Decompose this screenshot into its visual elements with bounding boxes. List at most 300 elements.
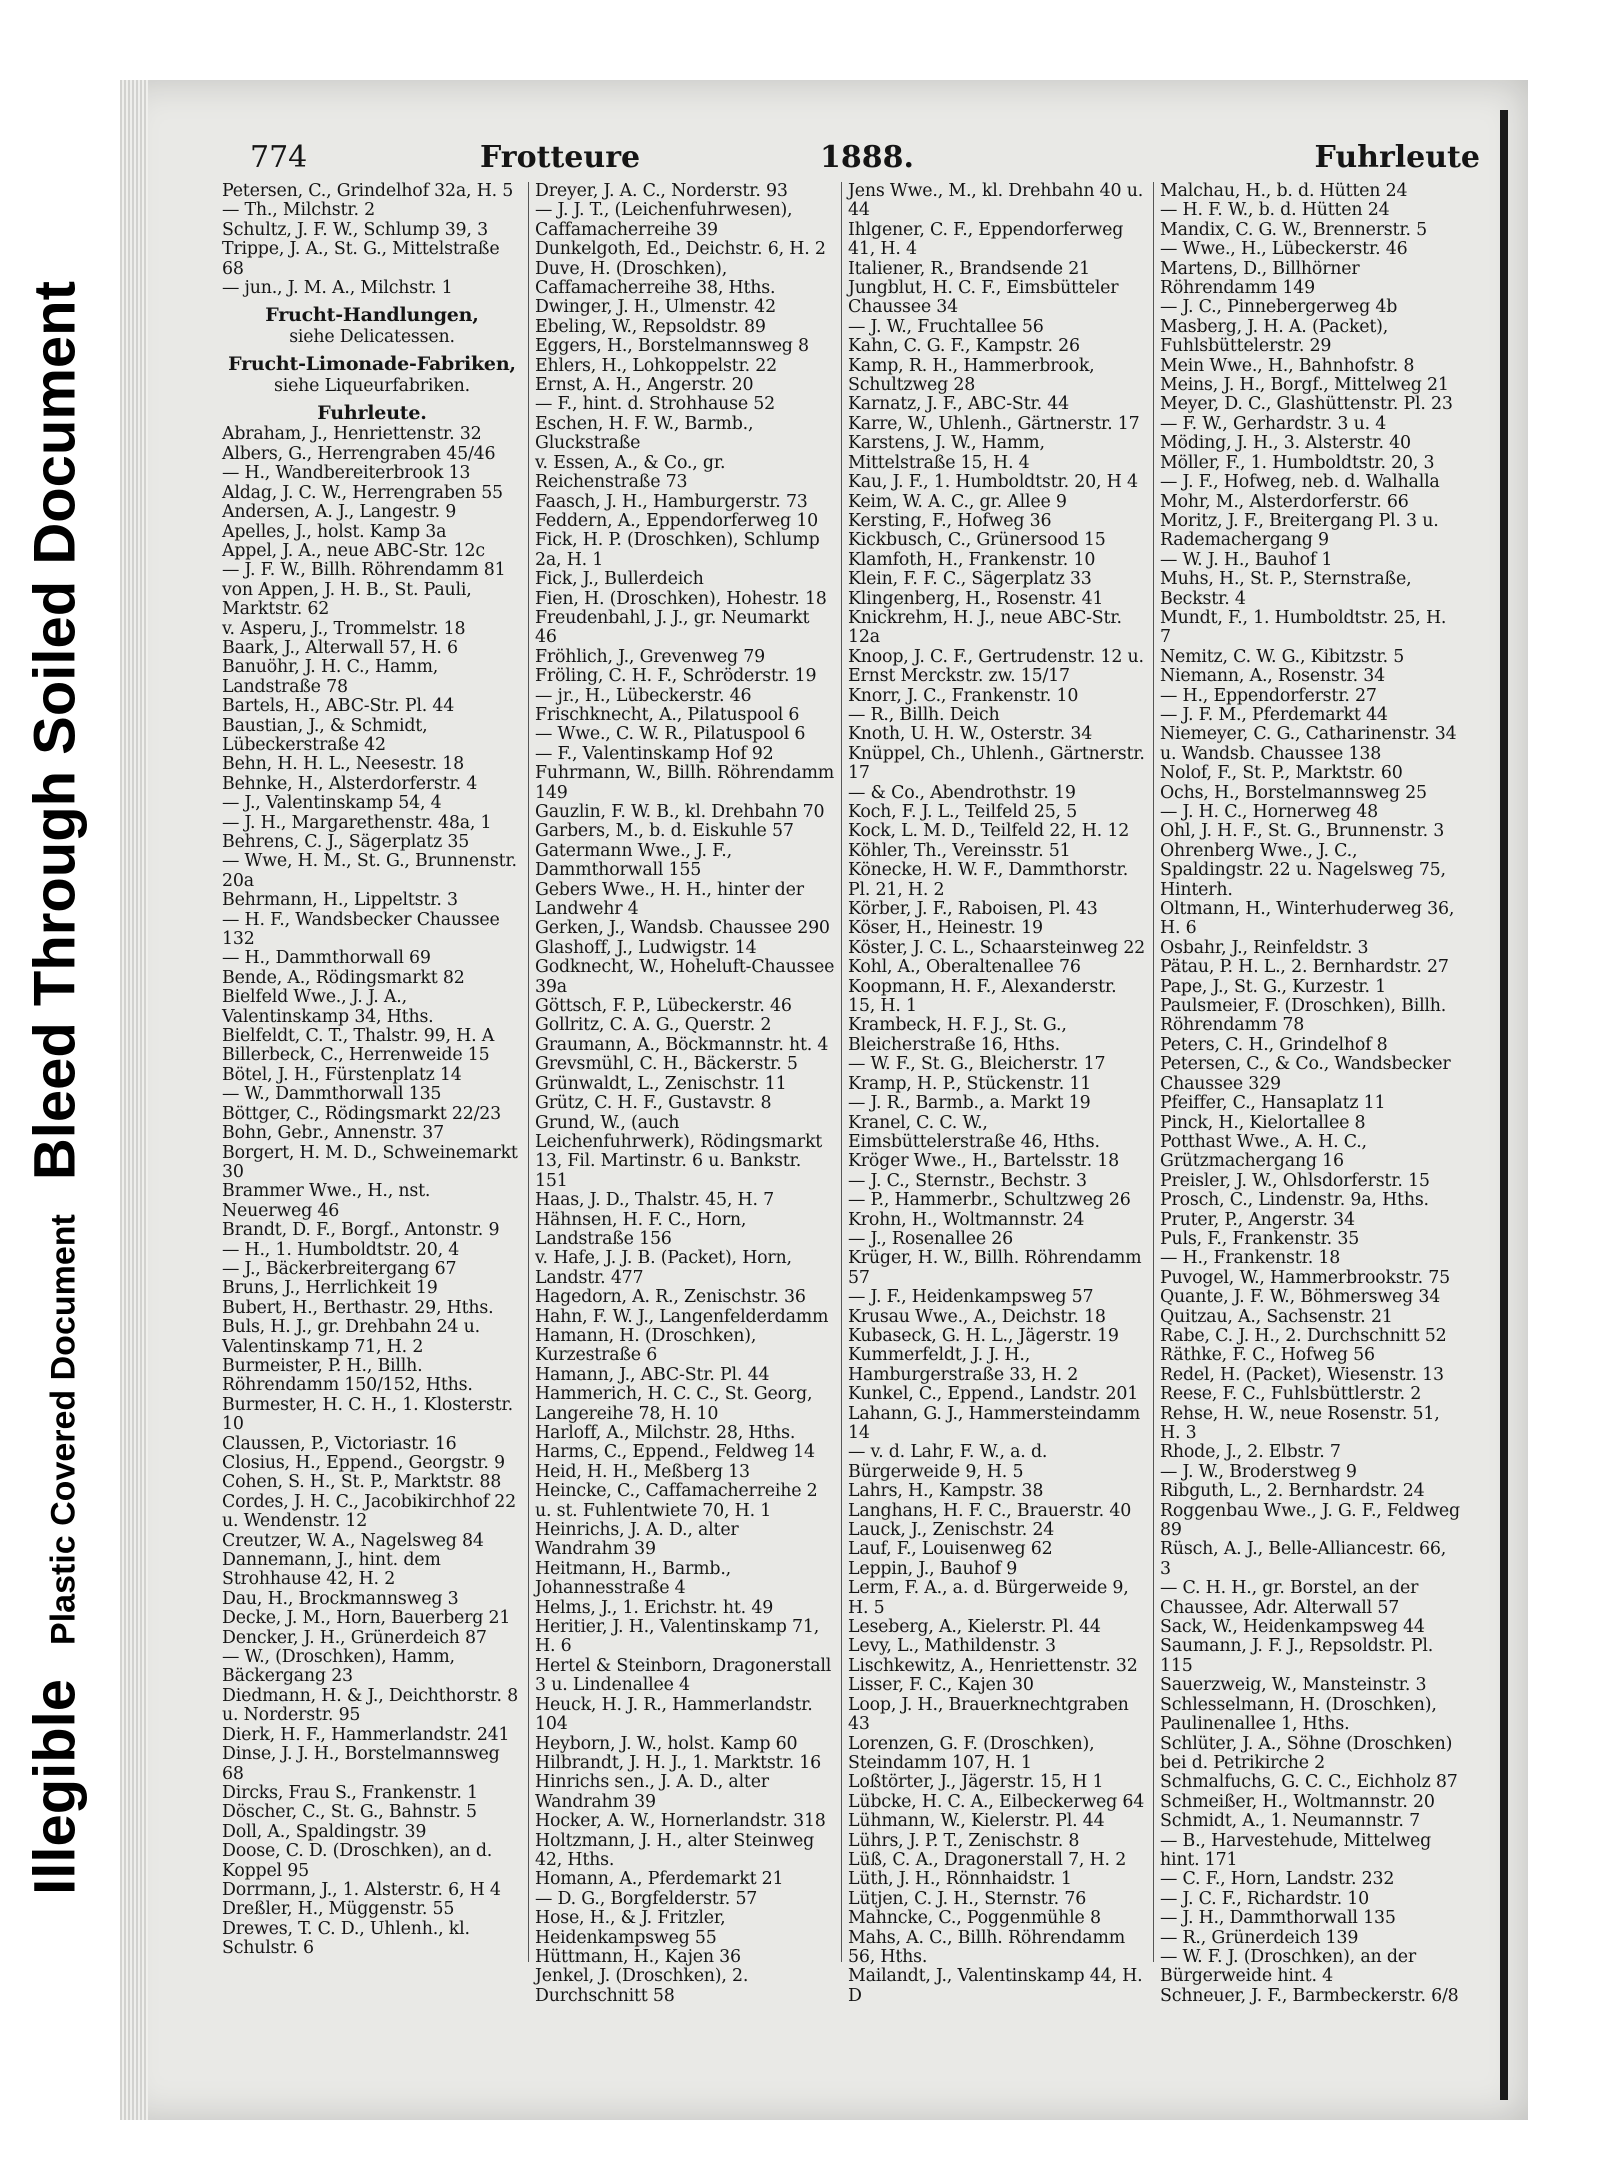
directory-column-3 (848, 181, 1148, 2006)
directory-entry: Behrmann, H., Lippeltstr. 3 (222, 890, 458, 911)
directory-entry: Schmalfuchs, G. C. C., Eichholz 87 (1160, 1772, 1458, 1793)
directory-entry: Banuöhr, J. H. C., Hamm, Landstraße 78 (222, 657, 439, 697)
directory-entry: — H. F., Wandsbecker Chaussee 132 (222, 909, 500, 950)
directory-entry: — F., hint. d. Strohhause 52 (535, 394, 775, 415)
directory-entry: Hammerich, H. C. C., St. Georg, Langereihe 78, H. 10 (535, 1384, 813, 1424)
directory-entry: Gebers Wwe., H. H., hinter der Landwehr 4 (535, 879, 804, 920)
directory-entry: Preisler, J. W., Ohlsdorferstr. 15 (1160, 1170, 1430, 1191)
directory-entry: — Wwe, H. M., St. G., Brunnenstr. 20a (222, 851, 517, 891)
directory-entry: Duve, H. (Droschken), Caffamacherreihe 38, Hths. (535, 258, 776, 299)
directory-entry: Kranel, C. C. W., Eimsbüttelerstraße 46, Hths. (848, 1112, 1100, 1152)
page-number: 774 (250, 140, 308, 175)
directory-entry: Fick, H. P. (Droschken), Schlump 2a, H. 1 (535, 530, 820, 570)
directory-entry: — R., Grünerdeich 139 (1160, 1927, 1359, 1948)
directory-entry: Mein Wwe., H., Bahnhofstr. 8 (1160, 355, 1415, 376)
directory-entry: Kickbusch, C., Grünersood 15 (848, 530, 1106, 551)
directory-entry: Moritz, J. F., Breitergang Pl. 3 u. Rademachergang 9 (1160, 510, 1439, 551)
directory-entry: Decke, J. M., Horn, Bauerberg 21 (222, 1608, 511, 1629)
directory-entry: — J. H., Margarethenstr. 48a, 1 (222, 812, 492, 833)
directory-entry: Prosch, C., Lindenstr. 9a, Hths. (1160, 1190, 1429, 1211)
directory-entry: Dencker, J. H., Grünerdeich 87 (222, 1627, 487, 1648)
directory-entry: Eschen, H. F. W., Barmb., Gluckstraße (535, 413, 754, 454)
directory-entry: Freudenbahl, J. J., gr. Neumarkt 46 (535, 607, 810, 648)
directory-entry: Jungblut, H. C. F., Eimsbütteler Chaussee 34 (848, 278, 1119, 318)
directory-entry: — H., Wandbereiterbrook 13 (222, 463, 471, 484)
directory-entry: Jens Wwe., M., kl. Drehbahn 40 u. 44 (848, 181, 1144, 221)
directory-entry: Godknecht, W., Hoheluft-Chaussee 39a (535, 957, 835, 997)
directory-entry: Frischknecht, A., Pilatuspool 6 (535, 704, 800, 725)
directory-entry: Lüß, C. A., Dragonerstall 7, H. 2 (848, 1849, 1127, 1870)
directory-entry: Kahn, C. G. F., Kampstr. 26 (848, 336, 1080, 357)
directory-entry: Karre, W., Uhlenh., Gärtnerstr. 17 (848, 413, 1140, 434)
directory-entry: Mahncke, C., Poggenmühle 8 (848, 1908, 1101, 1929)
directory-entry: Haas, J. D., Thalstr. 45, H. 7 (535, 1190, 775, 1211)
directory-entry: — & Co., Abendrothstr. 19 (848, 782, 1076, 803)
directory-entry: Karnatz, J. F., ABC-Str. 44 (848, 394, 1069, 415)
directory-entry: Niemeyer, C. G., Catharinenstr. 34 u. Wandsb. Chaussee 138 (1160, 724, 1457, 764)
directory-entry: Fröhlich, J., Grevenweg 79 (535, 646, 765, 667)
directory-entry: Fien, H. (Droschken), Hohestr. 18 (535, 588, 827, 609)
directory-entry: Lühmann, W., Kielerstr. Pl. 44 (848, 1811, 1105, 1832)
directory-entry: Heritier, J. H., Valentinskamp 71, H. 6 (535, 1617, 820, 1657)
directory-entry: Kamp, R. H., Hammerbrook, Schultzweg 28 (848, 355, 1095, 396)
page-stack-edge (120, 80, 148, 2120)
directory-entry: Hertel & Steinborn, Dragonerstall 3 u. Lindenallee 4 (535, 1655, 832, 1696)
directory-entry: Loop, J. H., Brauerknechtgraben 43 (848, 1694, 1129, 1735)
directory-entry: Pfeiffer, C., Hansaplatz 11 (1160, 1093, 1386, 1114)
directory-entry: — W. F., St. G., Bleicherstr. 17 (848, 1054, 1106, 1075)
directory-entry: Martens, D., Billhörner Röhrendamm 149 (1160, 258, 1360, 299)
directory-entry: Ebeling, W., Repsoldstr. 89 (535, 316, 766, 337)
directory-entry: Döscher, C., St. G., Bahnstr. 5 (222, 1802, 477, 1823)
directory-entry: Claussen, P., Victoriastr. 16 (222, 1433, 457, 1454)
directory-entry: — J. C., Pinnebergerweg 4b (1160, 297, 1398, 318)
directory-entry: Krohn, H., Woltmannstr. 24 (848, 1209, 1085, 1230)
directory-entry: Brammer Wwe., H., nst. Neuerweg 46 (222, 1181, 431, 1221)
directory-entry: Dircks, Frau S., Frankenstr. 1 (222, 1782, 478, 1803)
directory-entry: Burmester, H. C. H., 1. Klosterstr. 10 (222, 1394, 513, 1435)
directory-entry: Meyer, D. C., Glashüttenstr. Pl. 23 (1160, 394, 1453, 415)
directory-entry: Niemann, A., Rosenstr. 34 (1160, 666, 1386, 687)
directory-entry: Klein, F. F. C., Sägerplatz 33 (848, 569, 1092, 590)
directory-entry: Grund, W., (auch Leichenfuhrwerk), Rödingsmarkt 13, Fil. Martinstr. 6 u. Bankstr. 151 (535, 1112, 823, 1191)
directory-entry: Baustian, J., & Schmidt, Lübeckerstraße 42 (222, 715, 428, 755)
directory-entry: — D. G., Borgfelderstr. 57 (535, 1888, 758, 1909)
column-divider (841, 182, 842, 1962)
directory-entry: — H., 1. Humboldtstr. 20, 4 (222, 1239, 460, 1260)
cross-reference: siehe Liqueurfabriken. (273, 375, 471, 396)
directory-entry: Leppin, J., Bauhof 9 (848, 1558, 1018, 1579)
directory-entry: Lütjen, C. J. H., Sternstr. 76 (848, 1888, 1087, 1909)
directory-entry: — H. F. W., b. d. Hütten 24 (1160, 200, 1390, 221)
directory-entry: Schmeißer, H., Woltmannstr. 20 (1160, 1791, 1435, 1812)
directory-entry: Borgert, H. M. D., Schweinemarkt 30 (222, 1142, 518, 1182)
directory-entry: Ohrenberg Wwe., J. C., Spaldingstr. 22 u. Nagelsweg 75, Hinterh. (1160, 840, 1446, 900)
directory-entry: Möller, F., 1. Humboldtstr. 20, 3 (1160, 452, 1435, 473)
directory-entry: v. Essen, A., & Co., gr. Reichenstraße 73 (535, 452, 726, 493)
directory-entry: Bruns, J., Herrlichkeit 19 (222, 1278, 438, 1299)
directory-entry: Paulsmeier, F. (Droschken), Billh. Röhrendamm 78 (1160, 996, 1447, 1036)
directory-entry: Andersen, A. J., Langestr. 9 (222, 502, 457, 523)
directory-entry: Lorenzen, G. F. (Droschken), Steindamm 107, H. 1 (848, 1733, 1095, 1773)
directory-entry: Heyborn, J. W., holst. Kamp 60 (535, 1733, 798, 1754)
directory-entry: Albers, G., Herrengraben 45/46 (222, 443, 496, 464)
directory-entry: Schneuer, J. F., Barmbeckerstr. 6/8 (1160, 1985, 1459, 2006)
section-title: Frotteure (480, 140, 641, 175)
directory-entry: — H., Dammthorwall 69 (222, 948, 431, 969)
directory-entry: Potthast Wwe., A. H. C., Grützmachergang 16 (1160, 1131, 1367, 1172)
directory-entry: Karstens, J. W., Hamm, Mittelstraße 15, H. 4 (848, 433, 1045, 473)
directory-entry: — C. H. H., gr. Borstel, an der Chaussee, Adr. Alterwall 57 (1160, 1578, 1419, 1618)
directory-entry: Dorrmann, J., 1. Alsterstr. 6, H 4 (222, 1879, 501, 1900)
directory-entry: Ihlgener, C. F., Eppendorferweg 41, H. 4 (848, 219, 1124, 260)
directory-entry: Gollritz, C. A. G., Querstr. 2 (535, 1015, 772, 1036)
directory-entry: — R., Billh. Deich (848, 704, 1000, 725)
directory-entry: Kersting, F., Hofweg 36 (848, 510, 1052, 531)
directory-entry: Redel, H. (Packet), Wiesenstr. 13 (1160, 1364, 1444, 1385)
directory-entry: Trippe, J. A., St. G., Mittelstraße 68 (222, 239, 500, 279)
directory-entry: Bubert, H., Berthastr. 29, Hths. (222, 1297, 494, 1318)
directory-entry: Petersen, C., Grindelhof 32a, H. 5 (222, 181, 514, 201)
directory-entry: Doll, A., Spaldingstr. 39 (222, 1821, 427, 1842)
directory-entry: Diedmann, H. & J., Deichthorstr. 8 u. Norderstr. 95 (222, 1685, 519, 1726)
directory-entry: Behn, H. H. L., Neesestr. 18 (222, 754, 465, 775)
directory-entry: Pinck, H., Kielortallee 8 (1160, 1112, 1366, 1133)
year-label: 1888. (820, 140, 914, 175)
section-heading: Frucht-Limonade-Fabriken, (228, 353, 516, 376)
directory-entry: Schultz, J. F. W., Schlump 39, 3 (222, 219, 488, 240)
directory-entry: Drewes, T. C. D., Uhlenh., kl. Schulstr. 6 (222, 1918, 470, 1959)
directory-entry: Dierk, H. F., Hammerlandstr. 241 (222, 1724, 510, 1745)
directory-entry: Hamann, H. (Droschken), Kurzestraße 6 (535, 1325, 757, 1366)
directory-entry: Böttger, C., Rödingsmarkt 22/23 (222, 1103, 502, 1124)
directory-entry: Hinrichs sen., J. A. D., alter Wandrahm 39 (535, 1772, 769, 1812)
directory-entry: Langhans, H. F. C., Brauerstr. 40 (848, 1500, 1132, 1521)
directory-entry: Gauzlin, F. W. B., kl. Drehbahn 70 (535, 802, 825, 822)
directory-entry: Sack, W., Heidenkampsweg 44 (1160, 1617, 1425, 1638)
directory-entry: Rehse, H. W., neue Rosenstr. 51, H. 3 (1160, 1403, 1440, 1443)
directory-entry: Hose, H., & J. Fritzler, Heidenkampsweg 55 (535, 1908, 726, 1948)
directory-entry: — J. J. T., (Leichenfuhrwesen), Caffamacherreihe 39 (535, 200, 793, 240)
column-divider (1153, 182, 1154, 1962)
directory-entry: Schmidt, A., 1. Neumannstr. 7 (1160, 1811, 1420, 1832)
directory-entry: — J., Bäckerbreitergang 67 (222, 1258, 457, 1279)
directory-entry: Bohn, Gebr., Annenstr. 37 (222, 1123, 444, 1144)
directory-entry: Malchau, H., b. d. Hütten 24 (1160, 181, 1408, 201)
directory-entry: Appel, J. A., neue ABC-Str. 12c (222, 540, 485, 561)
directory-entry: — B., Harvestehude, Mittelweg hint. 171 (1160, 1830, 1432, 1870)
directory-entry: Rüsch, A. J., Belle-Alliancestr. 66, 3 (1160, 1539, 1447, 1579)
directory-entry: Masberg, J. H. A. (Packet), Fuhlsbüttelerstr. 29 (1160, 316, 1389, 357)
directory-entry: Roggenbau Wwe., J. G. F., Feldweg 89 (1160, 1500, 1460, 1541)
directory-entry: Hilbrandt, J. H. J., 1. Marktstr. 16 (535, 1752, 822, 1773)
directory-entry: Hahn, F. W. J., Langenfelderdamm (535, 1306, 829, 1327)
directory-entry: — J. W., Fruchtallee 56 (848, 316, 1044, 337)
directory-entry: Nolof, F., St. P., Marktstr. 60 (1160, 763, 1403, 784)
directory-entry: Bielfeld Wwe., J. J. A., Valentinskamp 34, Hths. (222, 987, 434, 1027)
directory-entry: Lisser, F. C., Kajen 30 (848, 1675, 1034, 1696)
directory-entry: — J. F., Heidenkampsweg 57 (848, 1287, 1094, 1308)
directory-entry: Cohen, S. H., St. P., Marktstr. 88 (222, 1472, 502, 1493)
directory-entry: Reese, F. C., Fuhlsbüttlerstr. 2 (1160, 1384, 1422, 1405)
directory-entry: — J. C. F., Richardstr. 10 (1160, 1888, 1369, 1909)
directory-entry: Heinrichs, J. A. D., alter Wandrahm 39 (535, 1520, 739, 1560)
directory-column-1 (222, 182, 522, 1962)
directory-entry: Homann, A., Pferdemarkt 21 (535, 1869, 784, 1890)
plastic-covered-label: Plastic Covered Document (44, 1214, 83, 1645)
directory-entry: Baark, J., Alterwall 57, H. 6 (222, 637, 458, 658)
directory-entry: Helms, J., 1. Erichstr. ht. 49 (535, 1597, 774, 1618)
directory-entry: Kock, L. M. D., Teilfeld 22, H. 12 (848, 821, 1130, 842)
directory-entry: Fuhrmann, W., Billh. Röhrendamm 149 (535, 763, 835, 803)
directory-entry: — F. W., Gerhardstr. 3 u. 4 (1160, 413, 1387, 434)
directory-entry: Köster, J. C. L., Schaarsteinweg 22 (848, 937, 1146, 958)
directory-entry: Knorr, J. C., Frankenstr. 10 (848, 685, 1079, 706)
directory-entry: Heid, H. H., Meßberg 13 (535, 1461, 750, 1482)
directory-entry: Petersen, C., & Co., Wandsbecker Chaussee 329 (1160, 1054, 1451, 1094)
directory-entry: Mahs, A. C., Billh. Röhrendamm 56, Hths. (848, 1927, 1126, 1967)
directory-entry: Burmeister, P. H., Billh. Röhrendamm 150/152, Hths. (222, 1355, 473, 1396)
directory-entry: — Th., Milchstr. 2 (222, 200, 376, 221)
directory-entry: Fick, J., Bullerdeich (535, 569, 704, 590)
directory-entry: Gerken, J., Wandsb. Chaussee 290 (535, 918, 830, 939)
directory-entry: Levy, L., Mathildenstr. 3 (848, 1636, 1056, 1657)
directory-entry: Hähnsen, H. F. C., Horn, Landstraße 156 (535, 1209, 747, 1249)
directory-entry: Krambeck, H. F. J., St. G., Bleicherstraße 16, Hths. (848, 1015, 1067, 1055)
directory-entry: Ochs, H., Borstelmannsweg 25 (1160, 782, 1427, 803)
directory-entry: Mundt, F., 1. Humboldtstr. 25, H. 7 (1160, 607, 1447, 648)
directory-entry: Eggers, H., Borstelmannsweg 8 (535, 336, 809, 357)
directory-entry: Ribguth, L., 2. Bernhardstr. 24 (1160, 1481, 1425, 1502)
bleed-through-label: Bleed Through Soiled Document (22, 281, 88, 1181)
directory-entry: Gatermann Wwe., J. F., Dammthorwall 155 (535, 840, 732, 881)
directory-entry: Oltmann, H., Winterhuderweg 36, H. 6 (1160, 899, 1455, 939)
directory-entry: Lerm, F. A., a. d. Bürgerweide 9, H. 5 (848, 1578, 1129, 1618)
directory-entry: Fröling, C. H. F., Schröderstr. 19 (535, 666, 817, 687)
directory-entry: Keim, W. A. C., gr. Allee 9 (848, 491, 1067, 512)
directory-entry: Apelles, J., holst. Kamp 3a (222, 521, 447, 542)
directory-entry: Möding, J. H., 3. Alsterstr. 40 (1160, 433, 1411, 454)
directory-entry: Graumann, A., Böckmannstr. ht. 4 (535, 1034, 829, 1055)
directory-entry: Holtzmann, J. H., alter Steinweg 42, Hths. (535, 1830, 815, 1870)
directory-column-2 (535, 181, 835, 2006)
cross-reference: siehe Delicatessen. (289, 326, 455, 347)
directory-entry: Lührs, J. P. T., Zenischstr. 8 (848, 1830, 1080, 1851)
directory-entry: — F., Valentinskamp Hof 92 (535, 743, 774, 764)
directory-entry: Hüttmann, H., Kajen 36 (535, 1946, 741, 1967)
directory-entry: — J. F. W., Billh. Röhrendamm 81 (222, 560, 506, 581)
directory-entry: Feddern, A., Eppendorferweg 10 (535, 510, 819, 531)
directory-entry: Italiener, R., Brandsende 21 (848, 258, 1090, 279)
directory-entry: Kummerfeldt, J. J. H., Hamburgerstraße 33, H. 2 (848, 1345, 1079, 1385)
directory-entry: Meins, J. H., Borgf., Mittelweg 21 (1160, 375, 1449, 396)
directory-entry: — J. R., Barmb., a. Markt 19 (848, 1093, 1091, 1114)
directory-entry: Körber, J. F., Raboisen, Pl. 43 (848, 899, 1098, 920)
directory-entry: Abraham, J., Henriettenstr. 32 (222, 424, 482, 445)
directory-entry: Göttsch, F. P., Lübeckerstr. 46 (535, 996, 792, 1017)
directory-entry: Köhler, Th., Vereinsstr. 51 (848, 840, 1071, 861)
directory-entry: Leseberg, A., Kielerstr. Pl. 44 (848, 1617, 1101, 1638)
directory-entry: Lübcke, H. C. A., Eilbeckerweg 64 (848, 1791, 1145, 1812)
directory-entry: Grütz, C. H. F., Gustavstr. 8 (535, 1093, 772, 1114)
directory-entry: Saumann, J. F. J., Repsoldstr. Pl. 115 (1160, 1636, 1434, 1676)
directory-entry: Knoop, J. C. F., Gertrudenstr. 12 u. Ernst Merckstr. zw. 15/17 (848, 646, 1144, 687)
illegible-label: Illegible (22, 1678, 88, 1895)
directory-entry: Ehlers, H., Lohkoppelstr. 22 (535, 355, 778, 376)
directory-entry: Hagedorn, A. R., Zenischstr. 36 (535, 1287, 806, 1308)
directory-entry: Ernst, A. H., Angerstr. 20 (535, 375, 754, 396)
directory-entry: Heuck, H. J. R., Hammerlandstr. 104 (535, 1694, 813, 1735)
directory-entry: Closius, H., Eppend., Georgstr. 9 (222, 1453, 505, 1473)
directory-entry: Lauf, F., Louisenweg 62 (848, 1539, 1053, 1560)
directory-entry: Dreßler, H., Müggenstr. 55 (222, 1899, 455, 1920)
directory-entry: Brandt, D. F., Borgf., Antonstr. 9 (222, 1220, 500, 1241)
directory-entry: Faasch, J. H., Hamburgerstr. 73 (535, 491, 808, 512)
section-heading: Frucht-Handlungen, (265, 304, 479, 327)
directory-entry: Aldag, J. C. W., Herrengraben 55 (222, 482, 503, 503)
directory-entry: — jun., J. M. A., Milchstr. 1 (222, 278, 453, 299)
directory-entry: — W., (Droschken), Hamm, Bäckergang 23 (222, 1647, 455, 1687)
book-spine-shadow (1500, 110, 1508, 2100)
directory-entry: Räthke, F. C., Hofweg 56 (1160, 1345, 1375, 1366)
directory-entry: — jr., H., Lübeckerstr. 46 (535, 685, 752, 706)
directory-entry: Kunkel, C., Eppend., Landstr. 201 (848, 1384, 1139, 1405)
disclaimer-text-group (22, 281, 89, 1895)
page-header (250, 140, 1480, 180)
directory-entry: — J. C., Sternstr., Bechstr. 3 (848, 1170, 1087, 1191)
directory-entry: Kramp, H. P., Stückenstr. 11 (848, 1073, 1092, 1094)
directory-entry: Schlesselmann, H. (Droschken), Paulinenallee 1, Hths. (1160, 1694, 1437, 1735)
directory-entry: Schlüter, J. A., Söhne (Droschken) bei d. Petrikirche 2 (1160, 1733, 1453, 1773)
directory-entry: — v. d. Lahr, F. W., a. d. Bürgerweide 9, H. 5 (848, 1442, 1048, 1482)
directory-entry: — P., Hammerbr., Schultzweg 26 (848, 1190, 1131, 1211)
directory-entry: Bötel, J. H., Fürstenplatz 14 (222, 1064, 462, 1085)
directory-entry: Mailandt, J., Valentinskamp 44, H. D (848, 1966, 1143, 2006)
directory-entry: Puvogel, W., Hammerbrookstr. 75 (1160, 1267, 1450, 1288)
directory-entry: — Wwe., H., Lübeckerstr. 46 (1160, 239, 1408, 260)
directory-entry: — J. W., Broderstweg 9 (1160, 1461, 1357, 1482)
directory-entry: — J. F. M., Pferdemarkt 44 (1160, 704, 1388, 725)
directory-entry: von Appen, J. H. B., St. Pauli, Marktstr. 62 (222, 579, 472, 620)
directory-entry: — H., Eppendorferstr. 27 (1160, 685, 1377, 706)
directory-entry: Knüppel, Ch., Uhlenh., Gärtnerstr. 17 (848, 743, 1145, 784)
directory-entry: Krüger, H. W., Billh. Röhrendamm 57 (848, 1248, 1142, 1288)
directory-entry: — Wwe., C. W. R., Pilatuspool 6 (535, 724, 806, 745)
directory-entry: Heitmann, H., Barmb., Johannesstraße 4 (535, 1558, 732, 1599)
directory-entry: Ohl, J. H. F., St. G., Brunnenstr. 3 (1160, 821, 1445, 842)
directory-entry: Bartels, H., ABC-Str. Pl. 44 (222, 696, 455, 717)
directory-entry: Nemitz, C. W. G., Kibitzstr. 5 (1160, 646, 1405, 667)
directory-entry: Doose, C. D. (Droschken), an d. Koppel 95 (222, 1841, 493, 1881)
directory-entry: v. Hafe, J. J. B. (Packet), Horn, Landstr. 477 (535, 1248, 792, 1288)
directory-entry: Harloff, A., Milchstr. 28, Hths. (535, 1423, 796, 1443)
directory-entry: — J. H. C., Hornerweg 48 (1160, 802, 1379, 822)
directory-entry: Mandix, C. G. W., Brennerstr. 5 (1160, 219, 1428, 240)
directory-entry: Osbahr, J., Reinfeldstr. 3 (1160, 937, 1369, 958)
directory-entry: Hocker, A. W., Hornerlandstr. 318 (535, 1811, 826, 1832)
directory-entry: Puls, F., Frankenstr. 35 (1160, 1228, 1360, 1249)
directory-entry: Bende, A., Rödingsmarkt 82 (222, 967, 465, 988)
directory-entry: Krusau Wwe., A., Deichstr. 18 (848, 1306, 1106, 1327)
directory-entry: Quante, J. F. W., Böhmersweg 34 (1160, 1287, 1441, 1308)
directory-entry: Koch, F. J. L., Teilfeld 25, 5 (848, 802, 1078, 822)
directory-entry: Loßtörter, J., Jägerstr. 15, H 1 (848, 1772, 1104, 1793)
directory-entry: Heincke, C., Caffamacherreihe 2 u. st. Fuhlentwiete 70, H. 1 (535, 1481, 818, 1521)
directory-entry: — C. F., Horn, Landstr. 232 (1160, 1869, 1395, 1890)
directory-entry: — W. J. H., Bauhof 1 (1160, 549, 1333, 570)
directory-entry: Koopmann, H. F., Alexanderstr. 15, H. 1 (848, 976, 1117, 1017)
directory-entry: — J., Valentinskamp 54, 4 (222, 793, 442, 814)
directory-entry: Hamann, J., ABC-Str. Pl. 44 (535, 1364, 770, 1385)
directory-entry: Harms, C., Eppend., Feldweg 14 (535, 1442, 815, 1463)
directory-entry: Rhode, J., 2. Elbstr. 7 (1160, 1442, 1341, 1463)
directory-entry: Muhs, H., St. P., Sternstraße, Beckstr. 4 (1160, 569, 1412, 609)
directory-entry: Rabe, C. J. H., 2. Durchschnitt 52 (1160, 1325, 1447, 1346)
directory-entry: Buls, H. J., gr. Drehbahn 24 u. Valentinskamp 71, H. 2 (222, 1317, 480, 1357)
directory-entry: Könecke, H. W. F., Dammthorstr. Pl. 21, H. 2 (848, 860, 1129, 900)
directory-entry: Lahann, G. J., Hammersteindamm 14 (848, 1403, 1141, 1443)
directory-entry: v. Asperu, J., Trommelstr. 18 (222, 618, 466, 639)
directory-entry: Behrens, C. J., Sägerplatz 35 (222, 832, 470, 852)
directory-entry: Creutzer, W. A., Nagelsweg 84 (222, 1530, 484, 1551)
directory-entry: Glashoff, J., Ludwigstr. 14 (535, 937, 757, 958)
directory-entry: Lahrs, H., Kampstr. 38 (848, 1481, 1044, 1502)
disclaimer-strip (0, 0, 110, 2177)
directory-entry: Knoth, U. H. W., Osterstr. 34 (848, 724, 1093, 745)
directory-entry: Kröger Wwe., H., Bartelsstr. 18 (848, 1151, 1119, 1172)
directory-entry: Billerbeck, C., Herrenweide 15 (222, 1045, 490, 1066)
directory-entry: Dau, H., Brockmannsweg 3 (222, 1588, 459, 1609)
directory-entry: Dreyer, J. A. C., Norderstr. 93 (535, 181, 788, 201)
directory-entry: — J. H., Dammthorwall 135 (1160, 1908, 1396, 1929)
directory-entry: Dannemann, J., hint. dem Strohhause 42, H. 2 (222, 1550, 441, 1590)
directory-entry: — J. F., Hofweg, neb. d. Walhalla (1160, 472, 1440, 493)
directory-entry: Pape, J., St. G., Kurzestr. 1 (1160, 976, 1386, 997)
directory-entry: Lüth, J. H., Rönnhaidstr. 1 (848, 1869, 1072, 1890)
directory-entry: Kau, J. F., 1. Humboldtstr. 20, H 4 (848, 472, 1138, 493)
directory-entry: Sauerzweig, W., Mansteinstr. 3 (1160, 1675, 1427, 1696)
directory-entry: Grevsmühl, C. H., Bäckerstr. 5 (535, 1054, 798, 1075)
directory-entry: Dinse, J. J. H., Borstelmannsweg 68 (222, 1744, 500, 1784)
directory-entry: Pruter, P., Angerstr. 34 (1160, 1209, 1355, 1230)
section-heading: Fuhrleute. (317, 402, 427, 425)
directory-entry: Dwinger, J. H., Ulmenstr. 42 (535, 297, 776, 318)
directory-entry: Lauck, J., Zenischstr. 24 (848, 1520, 1055, 1541)
directory-entry: — W., Dammthorwall 135 (222, 1084, 442, 1105)
directory-entry: Garbers, M., b. d. Eiskuhle 57 (535, 821, 794, 842)
directory-entry: Dunkelgoth, Ed., Deichstr. 6, H. 2 (535, 239, 826, 260)
directory-entry: Kohl, A., Oberaltenallee 76 (848, 957, 1081, 978)
directory-entry: Kubaseck, G. H. L., Jägerstr. 19 (848, 1325, 1119, 1346)
directory-entry: — J., Rosenallee 26 (848, 1228, 1014, 1249)
directory-column-4 (1160, 181, 1460, 2006)
directory-entry: — W. F. J. (Droschken), an der Bürgerweide hint. 4 (1160, 1946, 1416, 1987)
directory-entry: Klamfoth, H., Frankenstr. 10 (848, 549, 1096, 570)
directory-entry: Pätau, P. H. L., 2. Bernhardstr. 27 (1160, 957, 1449, 978)
guide-word: Fuhrleute (1314, 140, 1480, 175)
directory-entry: Behnke, H., Alsterdorferstr. 4 (222, 773, 478, 794)
directory-entry: Jenkel, J. (Droschken), 2. Durchschnitt 58 (535, 1966, 749, 2006)
directory-entry: Köser, H., Heinestr. 19 (848, 918, 1043, 939)
directory-entry: Grünwaldt, L., Zenischstr. 11 (535, 1073, 787, 1094)
directory-entry: Klingenberg, H., Rosenstr. 41 (848, 588, 1104, 609)
directory-entry: — H., Frankenstr. 18 (1160, 1248, 1341, 1269)
column-divider (528, 182, 529, 1962)
directory-entry: Quitzau, A., Sachsenstr. 21 (1160, 1306, 1393, 1327)
directory-entry: Knickrehm, H. J., neue ABC-Str. 12a (848, 607, 1122, 648)
directory-entry: Bielfeldt, C. T., Thalstr. 99, H. A (222, 1026, 495, 1047)
directory-entry: Cordes, J. H. C., Jacobikirchhof 22 u. Wendenstr. 12 (222, 1491, 517, 1532)
